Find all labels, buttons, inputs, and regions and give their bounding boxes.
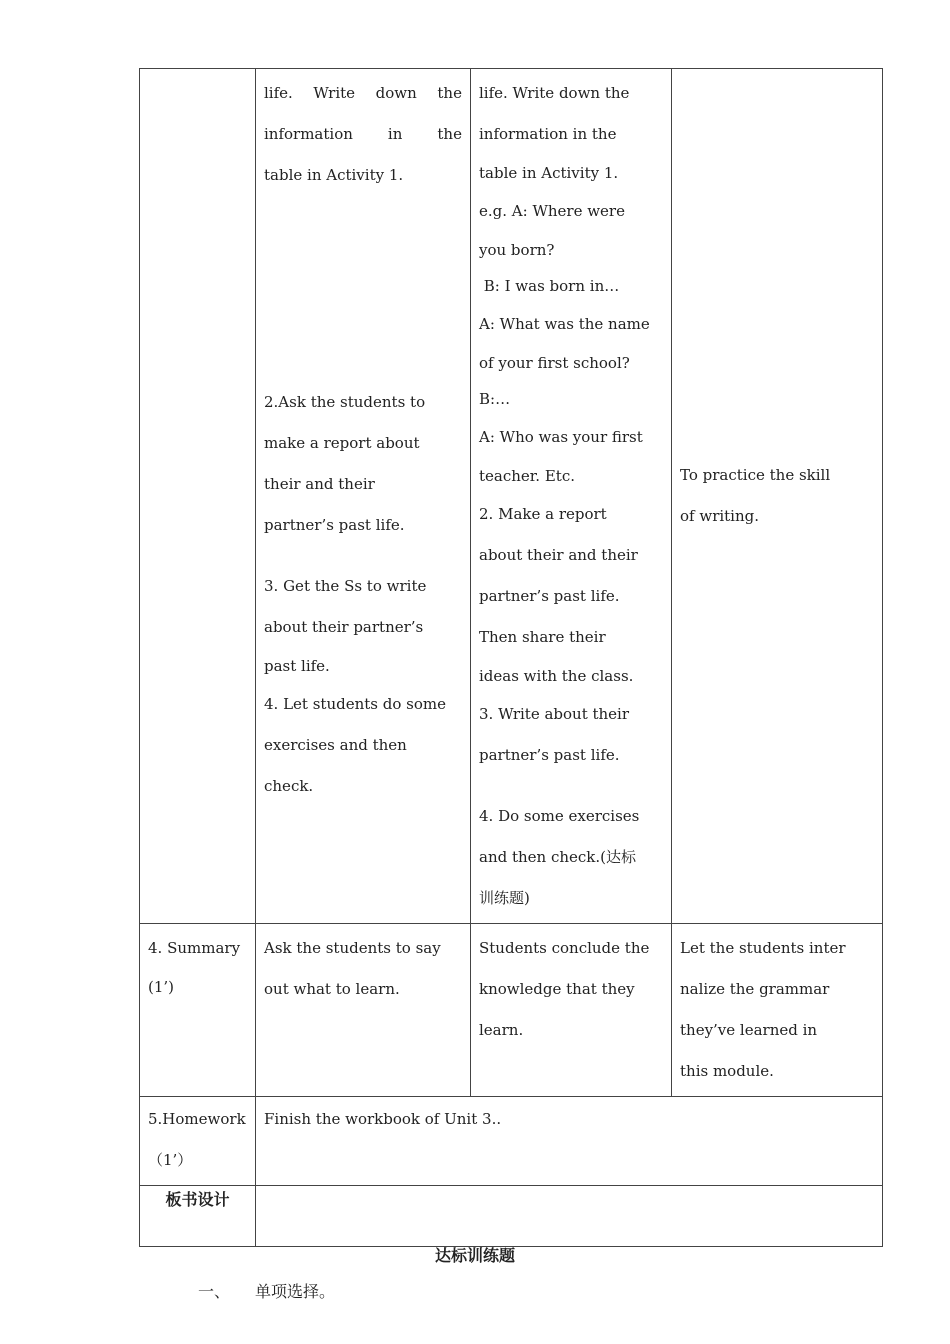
text-line: past life. xyxy=(264,657,330,675)
text-line: nalize the grammar xyxy=(680,980,830,998)
board-design-label: 板书设计 xyxy=(165,1190,230,1209)
text-line: ideas with the class. xyxy=(479,667,634,685)
text-line: and then check.(达标 xyxy=(479,848,637,866)
exercise-title: 达标训练题 xyxy=(434,1246,515,1265)
text-line: partner’s past life. xyxy=(479,746,620,764)
homework-content-cell xyxy=(256,1097,883,1186)
board-design-label-cell xyxy=(140,1186,256,1247)
text-line: A: Who was your first xyxy=(479,428,643,446)
text-line: of writing. xyxy=(680,507,760,525)
step-duration: (1’) xyxy=(148,978,175,996)
text-line: Ask the students to say xyxy=(264,939,441,957)
text-line: Students conclude the xyxy=(479,939,650,957)
teacher-activity-cell xyxy=(256,69,471,924)
purpose-cell xyxy=(672,924,883,1097)
text-line: knowledge that they xyxy=(479,980,635,998)
text-line: information in the xyxy=(264,125,462,143)
activity-row xyxy=(140,69,883,924)
text-line: their and their xyxy=(264,475,375,493)
text-line: A: What was the name xyxy=(479,315,650,333)
text-line: 2. Make a report xyxy=(479,505,607,523)
summary-row xyxy=(140,924,883,1097)
student-activity-cell xyxy=(471,924,672,1097)
text-line: 4. Do some exercises xyxy=(479,807,640,825)
step-cell xyxy=(140,69,256,924)
text-line: of your first school? xyxy=(479,354,630,372)
text-line: 2.Ask the students to xyxy=(264,393,426,411)
section-title: 单项选择。 xyxy=(255,1282,336,1301)
board-design-row xyxy=(140,1186,883,1247)
text-line: teacher. Etc. xyxy=(479,467,575,485)
step-cell xyxy=(140,1097,256,1186)
text-line: B:… xyxy=(479,390,511,408)
text-line: life. Write down the xyxy=(479,84,630,102)
text-line: life. Write down the xyxy=(264,84,462,102)
text-line: B: I was born in… xyxy=(479,277,620,295)
text-line: table in Activity 1. xyxy=(264,166,404,184)
step-cell xyxy=(140,924,256,1097)
text-line: 3. Get the Ss to write xyxy=(264,577,427,595)
text-line: this module. xyxy=(680,1062,774,1080)
text-line: check. xyxy=(264,777,314,795)
text-line: they’ve learned in xyxy=(680,1021,818,1039)
student-activity-cell xyxy=(471,69,672,924)
text-line: e.g. A: Where were xyxy=(479,202,625,220)
text-line: To practice the skill xyxy=(680,466,831,484)
board-design-content-cell xyxy=(256,1186,883,1247)
lesson-plan-table xyxy=(139,68,883,1247)
step-label: 4. Summary xyxy=(148,939,241,957)
text-line: about their and their xyxy=(479,546,638,564)
homework-text: Finish the workbook of Unit 3.. xyxy=(264,1110,502,1128)
text-line: 3. Write about their xyxy=(479,705,630,723)
text-line: about their partner’s xyxy=(264,618,424,636)
text-line: partner’s past life. xyxy=(479,587,620,605)
step-duration: （1’） xyxy=(148,1151,193,1169)
text-line: exercises and then xyxy=(264,736,407,754)
text-line: learn. xyxy=(479,1021,524,1039)
text-line: out what to learn. xyxy=(264,980,400,998)
text-line: partner’s past life. xyxy=(264,516,405,534)
text-line: table in Activity 1. xyxy=(479,164,619,182)
purpose-cell xyxy=(672,69,883,924)
text-line: 训练题) xyxy=(479,889,530,907)
step-label: 5.Homework xyxy=(148,1110,246,1128)
homework-row xyxy=(140,1097,883,1186)
section-number: 一、 xyxy=(198,1282,231,1301)
text-line: Let the students inter xyxy=(680,939,846,957)
text-line: make a report about xyxy=(264,434,420,452)
text-line: information in the xyxy=(479,125,617,143)
text-line: 4. Let students do some xyxy=(264,695,446,713)
text-line: you born? xyxy=(479,241,555,259)
text-line: Then share their xyxy=(479,628,606,646)
teacher-activity-cell xyxy=(256,924,471,1097)
